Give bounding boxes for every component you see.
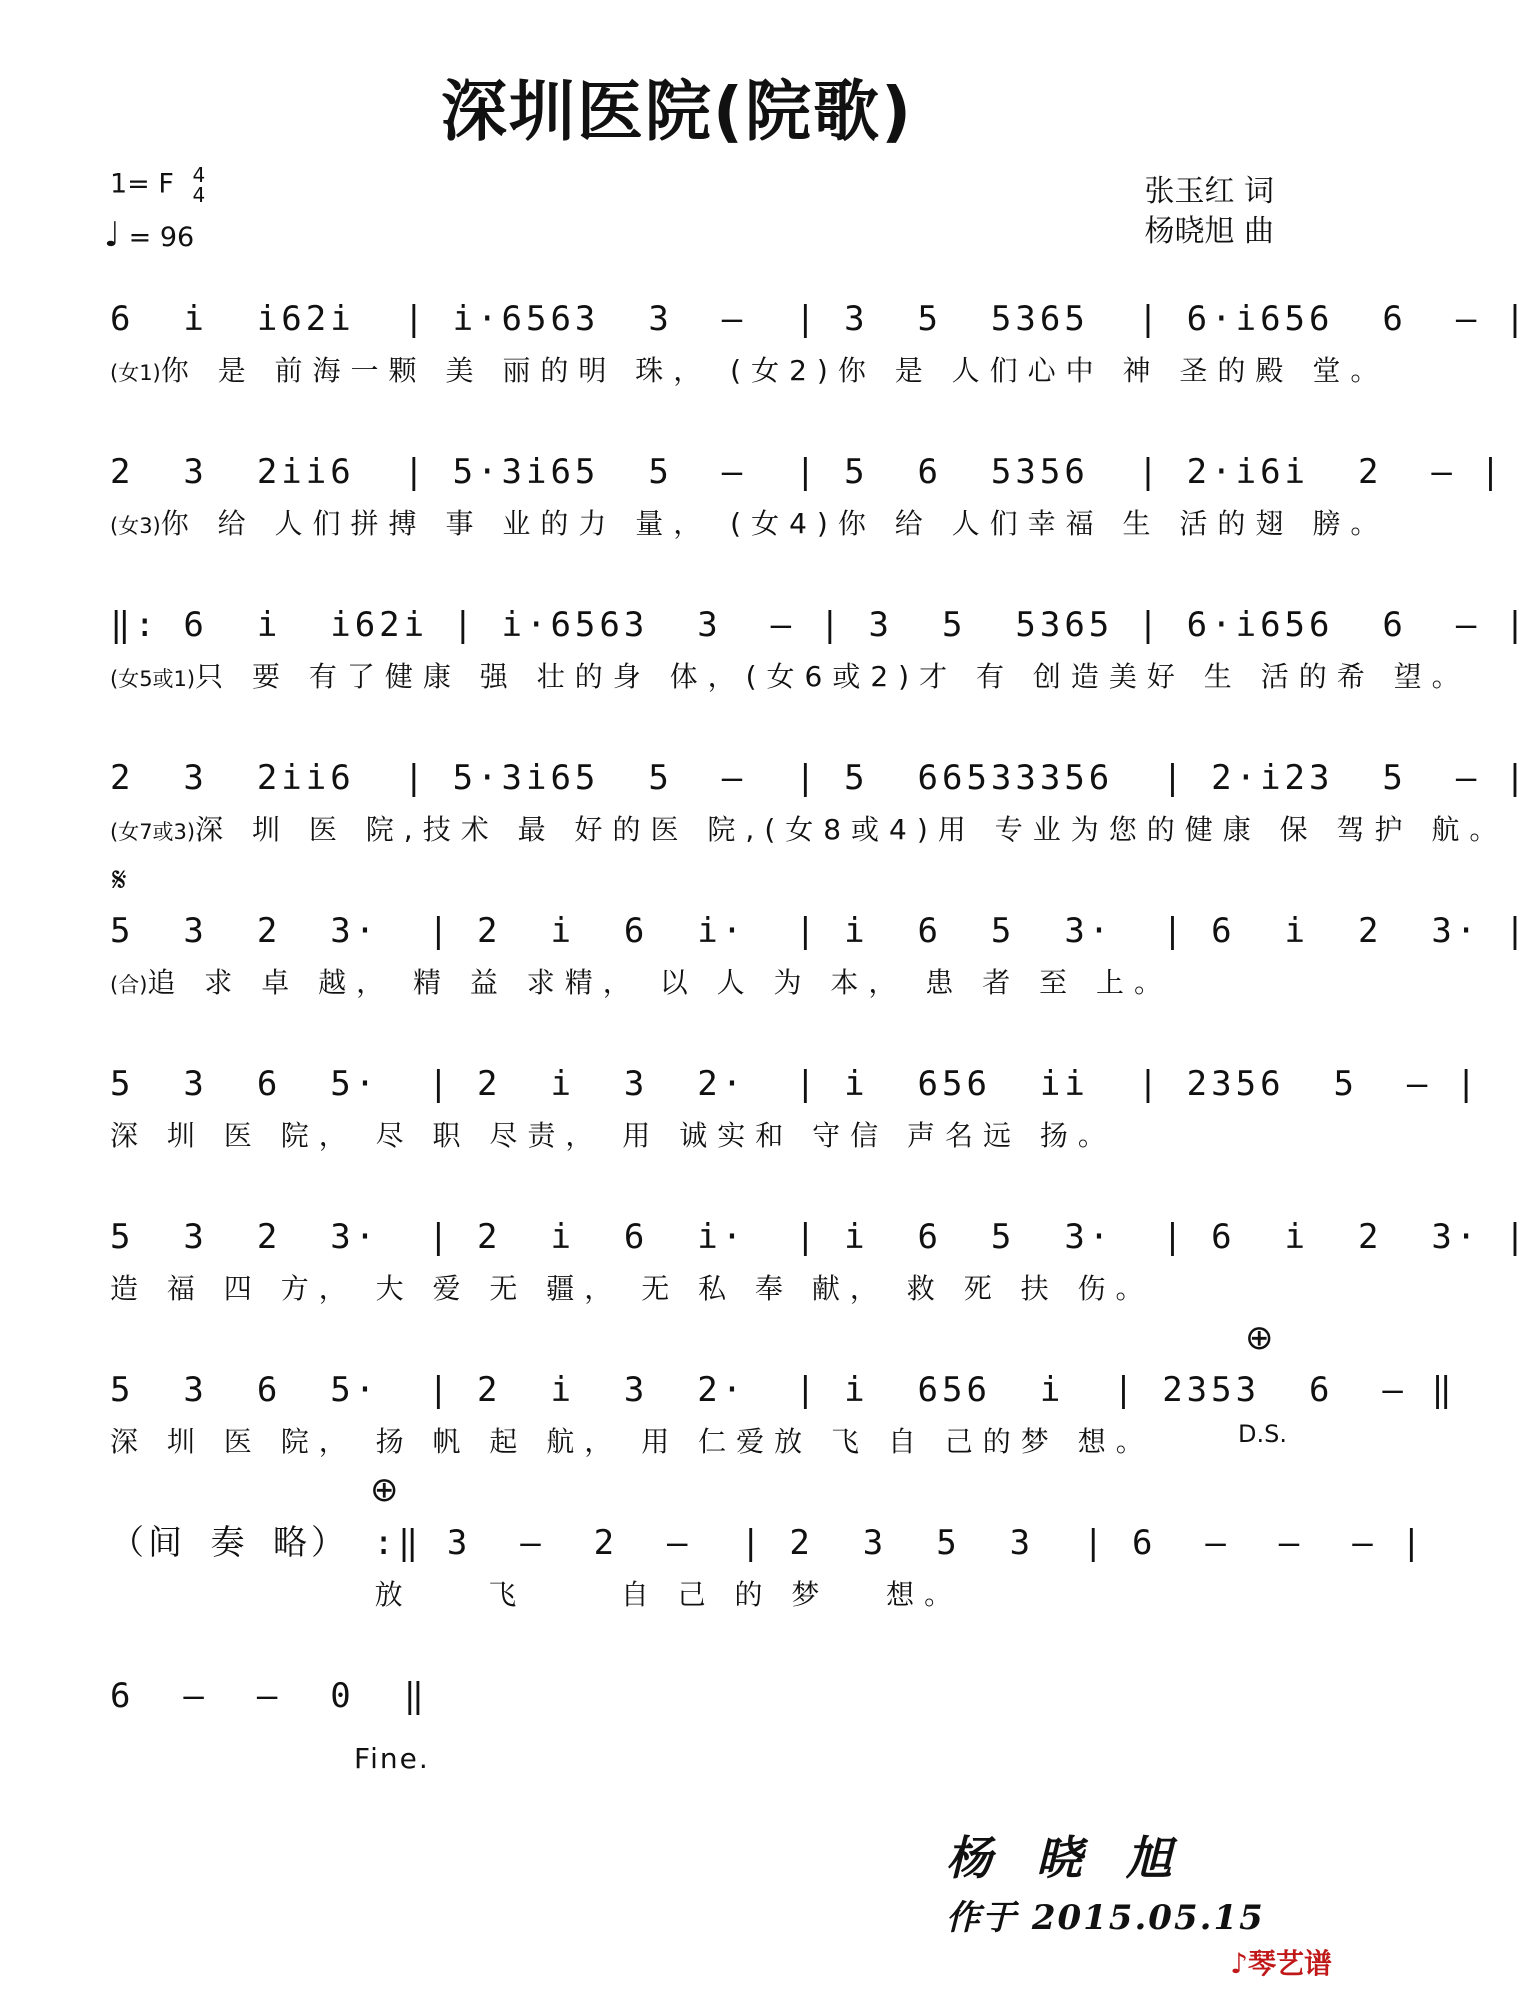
composition-date: 作于 2015.05.15 [946, 1898, 1265, 1938]
score-line-4 [110, 751, 1529, 861]
score-line-5 [110, 904, 1529, 1014]
coda-icon: ⊕ [370, 1470, 399, 1510]
score-line-8 [110, 1363, 1456, 1473]
part-label: (女5或1) [110, 667, 196, 691]
lyrics: 深 圳 医 院， 尽 职 尽责， 用 诚实和 守信 声名远 扬。 [110, 1119, 1116, 1152]
key-signature [110, 165, 205, 205]
notation: 2 3 2ii6 | 5·3i65 5 — | 5 6 5356 | 2·i6i 2 — | [110, 452, 1505, 492]
lyrics: 深 圳 医 院， 扬 帆 起 航， 用 仁爱放 飞 自 己的梦 想。 [110, 1425, 1154, 1458]
lyrics: (合)追 求 卓 越， 精 益 求精， 以 人 为 本， 患 者 至 上。 [110, 966, 1172, 999]
notation: 5 3 6 5· | 2 i 3 2· | i 656 ii | 2356 5 — | [110, 1064, 1481, 1104]
lyrics: (女7或3)深 圳 医 院,技术 最 好的医 院,(女8或4)用 专业为您的健康 保 驾护 航。 [110, 813, 1508, 846]
score-line-6 [110, 1057, 1481, 1167]
notation: 5 3 2 3· | 2 i 6 i· | i 6 5 3· | 6 i 2 3· | [110, 911, 1529, 951]
key-label: 1= F [110, 168, 174, 200]
part-label: (女1) [110, 361, 161, 385]
ds-marking: D.S. [1238, 1420, 1287, 1448]
score-line-7 [110, 1210, 1529, 1320]
lyrics: (女5或1)只 要 有了健康 强 壮的身 体，(女6或2)才 有 创造美好 生 活的希 望。 [110, 660, 1470, 693]
score-line-9 [110, 1516, 1426, 1626]
segno-icon: 𝄋 [112, 860, 127, 900]
brand-logo: ♪琴艺谱 [1230, 1947, 1332, 1980]
composer: 杨晓旭 曲 [1144, 214, 1274, 249]
tempo-marking: ♩ = 96 [104, 215, 195, 255]
lyrics: 造 福 四 方， 大 爱 无 疆， 无 私 奉 献， 救 死 扶 伤。 [110, 1272, 1154, 1305]
notation: 5 3 2 3· | 2 i 6 i· | i 6 5 3· | 6 i 2 3· | [110, 1217, 1529, 1257]
lyrics: (女1)你 是 前海一颗 美 丽的明 珠， (女2)你 是 人们心中 神 圣的殿 堂。 [110, 354, 1389, 387]
part-label: (合) [110, 973, 148, 997]
notation: （间 奏 略） :‖ 3 — 2 — | 2 3 5 3 | 6 — — — | [110, 1523, 1426, 1563]
lyrics: (女3)你 给 人们拼搏 事 业的力 量， (女4)你 给 人们幸福 生 活的翅 膀。 [110, 507, 1389, 540]
part-label: (女7或3) [110, 820, 196, 844]
notation: ‖: 6 i i62i | i·6563 3 — | 3 5 5365 | 6·i656 6 — | [110, 605, 1529, 645]
coda-icon: ⊕ [1245, 1318, 1274, 1358]
brand-icon: ♪ [1230, 1947, 1248, 1980]
composer-signature: 杨晓旭 [946, 1831, 1216, 1885]
score-line-2 [110, 445, 1505, 555]
notation: 5 3 6 5· | 2 i 3 2· | i 656 i | 2353 6 — ‖ [110, 1370, 1456, 1410]
credits [1144, 172, 1274, 252]
part-label: (女3) [110, 514, 161, 538]
song-title: 深圳医院(院歌) [440, 73, 914, 150]
notation: 6 i i62i | i·6563 3 — | 3 5 5365 | 6·i656 6 — | [110, 299, 1529, 339]
lyricist: 张玉红 词 [1144, 174, 1274, 209]
score-line-3 [110, 598, 1529, 708]
notation: 6 — — 0 ‖ [110, 1676, 429, 1716]
score-line-1 [110, 292, 1529, 402]
score-line-10 [110, 1669, 1280, 1779]
notation: 2 3 2ii6 | 5·3i65 5 — | 5 66533356 | 2·i23 5 — | [110, 758, 1529, 798]
time-signature: 4 4 [192, 163, 206, 207]
lyrics: 放 飞 自 己 的 梦 想。 [110, 1578, 963, 1611]
quarter-note-icon: ♩ [104, 215, 121, 255]
fine-marking: Fine. [354, 1742, 430, 1775]
